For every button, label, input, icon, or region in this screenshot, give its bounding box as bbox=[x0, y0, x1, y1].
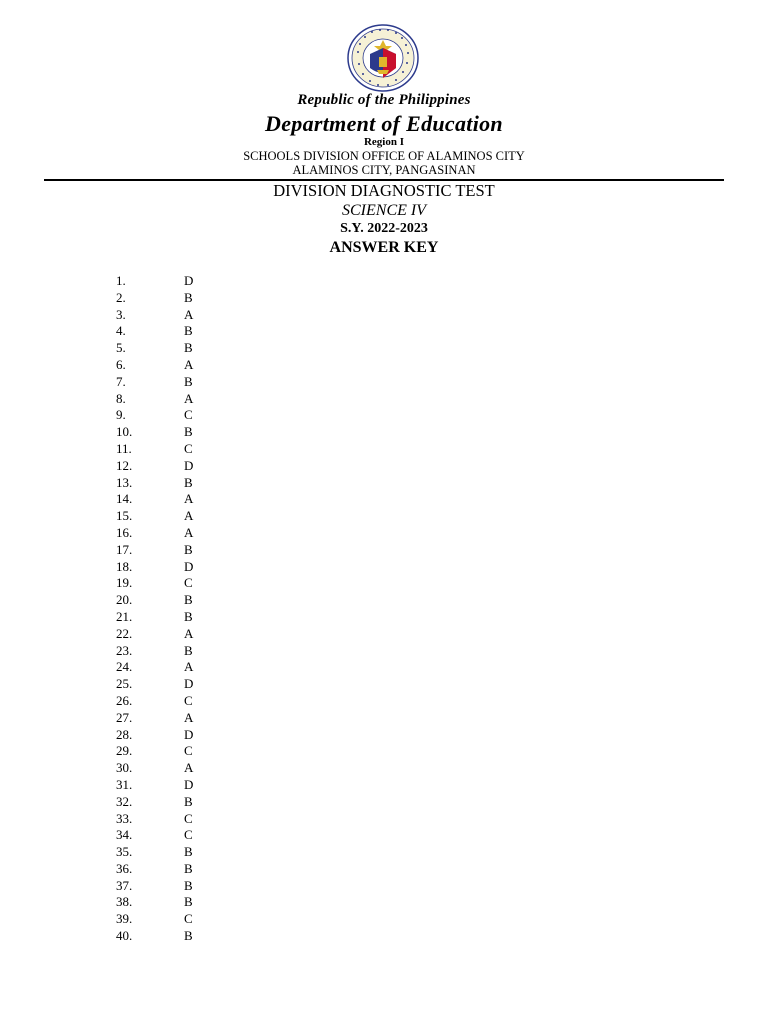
item-number: 14. bbox=[116, 491, 133, 507]
item-answer: B bbox=[184, 928, 193, 944]
item-number: 8. bbox=[116, 390, 126, 406]
item-answer: C bbox=[184, 827, 193, 843]
item-answer: A bbox=[184, 524, 194, 540]
item-number: 12. bbox=[116, 457, 133, 473]
division-office-label: SCHOOLS DIVISION OFFICE OF ALAMINOS CITY bbox=[243, 149, 525, 163]
answer-row bbox=[0, 323, 768, 340]
item-number: 30. bbox=[116, 760, 133, 776]
deped-seal-icon bbox=[346, 24, 420, 92]
item-number: 25. bbox=[116, 676, 133, 692]
answer-row bbox=[0, 391, 768, 408]
item-answer: B bbox=[184, 860, 193, 876]
item-answer: B bbox=[184, 373, 193, 389]
item-number: 34. bbox=[116, 827, 133, 843]
answer-row bbox=[0, 693, 768, 710]
answer-row bbox=[0, 811, 768, 828]
republic-heading: Republic of the Philippines bbox=[297, 92, 471, 108]
answer-row bbox=[0, 575, 768, 592]
item-number: 40. bbox=[116, 928, 133, 944]
answer-row bbox=[0, 659, 768, 676]
item-answer: A bbox=[184, 390, 194, 406]
answer-row bbox=[0, 441, 768, 458]
item-number: 39. bbox=[116, 911, 133, 927]
answer-row bbox=[0, 710, 768, 727]
item-answer: B bbox=[184, 323, 193, 339]
item-number: 18. bbox=[116, 558, 133, 574]
item-number: 24. bbox=[116, 659, 133, 675]
item-answer: C bbox=[184, 911, 193, 927]
item-answer: C bbox=[184, 440, 193, 456]
item-number: 38. bbox=[116, 894, 133, 910]
answer-row bbox=[0, 290, 768, 307]
item-answer: C bbox=[184, 810, 193, 826]
answer-row bbox=[0, 307, 768, 324]
item-answer: B bbox=[184, 608, 193, 624]
answer-row bbox=[0, 760, 768, 777]
item-number: 32. bbox=[116, 793, 133, 809]
answer-row bbox=[0, 894, 768, 911]
test-title: DIVISION DIAGNOSTIC TEST bbox=[273, 181, 495, 200]
answer-row bbox=[0, 861, 768, 878]
answer-list bbox=[0, 273, 768, 945]
item-answer: C bbox=[184, 743, 193, 759]
item-answer: B bbox=[184, 793, 193, 809]
answer-row bbox=[0, 559, 768, 576]
item-number: 31. bbox=[116, 776, 133, 792]
item-number: 20. bbox=[116, 592, 133, 608]
item-number: 36. bbox=[116, 860, 133, 876]
item-answer: B bbox=[184, 474, 193, 490]
item-answer: B bbox=[184, 642, 193, 658]
item-answer: A bbox=[184, 760, 194, 776]
item-answer: A bbox=[184, 508, 194, 524]
item-number: 10. bbox=[116, 424, 133, 440]
department-heading: Department of Education bbox=[265, 111, 503, 136]
answer-row bbox=[0, 508, 768, 525]
item-number: 9. bbox=[116, 407, 126, 423]
item-answer: B bbox=[184, 289, 193, 305]
answer-key-heading: ANSWER KEY bbox=[329, 239, 439, 256]
item-answer: B bbox=[184, 894, 193, 910]
item-answer: B bbox=[184, 424, 193, 440]
answer-row bbox=[0, 911, 768, 928]
answer-row bbox=[0, 609, 768, 626]
item-number: 6. bbox=[116, 356, 126, 372]
answer-row bbox=[0, 626, 768, 643]
item-answer: A bbox=[184, 659, 194, 675]
item-answer: D bbox=[184, 676, 194, 692]
answer-row bbox=[0, 844, 768, 861]
item-number: 7. bbox=[116, 373, 126, 389]
item-number: 22. bbox=[116, 625, 133, 641]
item-answer: A bbox=[184, 625, 194, 641]
answer-row bbox=[0, 458, 768, 475]
item-answer: C bbox=[184, 575, 193, 591]
item-number: 16. bbox=[116, 524, 133, 540]
item-number: 5. bbox=[116, 340, 126, 356]
answer-row bbox=[0, 491, 768, 508]
answer-row bbox=[0, 374, 768, 391]
answer-row bbox=[0, 928, 768, 945]
item-answer: B bbox=[184, 541, 193, 557]
item-number: 1. bbox=[116, 273, 126, 288]
item-answer: D bbox=[184, 776, 194, 792]
answer-row bbox=[0, 542, 768, 559]
answer-row bbox=[0, 407, 768, 424]
answer-row bbox=[0, 727, 768, 744]
address-label: ALAMINOS CITY, PANGASINAN bbox=[292, 163, 476, 177]
item-number: 33. bbox=[116, 810, 133, 826]
region-label: Region I bbox=[363, 136, 405, 148]
answer-row bbox=[0, 794, 768, 811]
item-answer: D bbox=[184, 726, 194, 742]
item-answer: B bbox=[184, 877, 193, 893]
item-number: 17. bbox=[116, 541, 133, 557]
item-answer: A bbox=[184, 709, 194, 725]
item-answer: D bbox=[184, 558, 194, 574]
item-answer: B bbox=[184, 844, 193, 860]
item-number: 11. bbox=[116, 440, 132, 456]
answer-row bbox=[0, 340, 768, 357]
item-answer: C bbox=[184, 407, 193, 423]
answer-row bbox=[0, 743, 768, 760]
answer-row bbox=[0, 777, 768, 794]
item-number: 28. bbox=[116, 726, 133, 742]
answer-row bbox=[0, 525, 768, 542]
item-answer: B bbox=[184, 592, 193, 608]
item-number: 3. bbox=[116, 306, 126, 322]
item-answer: A bbox=[184, 491, 194, 507]
item-number: 37. bbox=[116, 877, 133, 893]
answer-row bbox=[0, 273, 768, 290]
answer-row bbox=[0, 676, 768, 693]
item-answer: B bbox=[184, 340, 193, 356]
answer-row bbox=[0, 878, 768, 895]
answer-row bbox=[0, 357, 768, 374]
answer-row bbox=[0, 827, 768, 844]
item-number: 13. bbox=[116, 474, 133, 490]
item-number: 26. bbox=[116, 692, 133, 708]
answer-row bbox=[0, 424, 768, 441]
subject-title: SCIENCE IV bbox=[342, 202, 426, 219]
answer-row bbox=[0, 592, 768, 609]
item-number: 21. bbox=[116, 608, 133, 624]
answer-row bbox=[0, 475, 768, 492]
answer-row bbox=[0, 643, 768, 660]
item-number: 23. bbox=[116, 642, 133, 658]
item-number: 2. bbox=[116, 289, 126, 305]
item-answer: D bbox=[184, 273, 194, 288]
item-number: 29. bbox=[116, 743, 133, 759]
item-number: 15. bbox=[116, 508, 133, 524]
item-answer: D bbox=[184, 457, 194, 473]
item-number: 35. bbox=[116, 844, 133, 860]
item-answer: A bbox=[184, 306, 194, 322]
item-answer: A bbox=[184, 356, 194, 372]
item-number: 19. bbox=[116, 575, 133, 591]
school-year: S.Y. 2022-2023 bbox=[340, 221, 428, 236]
item-answer: C bbox=[184, 692, 193, 708]
item-number: 27. bbox=[116, 709, 133, 725]
item-number: 4. bbox=[116, 323, 126, 339]
